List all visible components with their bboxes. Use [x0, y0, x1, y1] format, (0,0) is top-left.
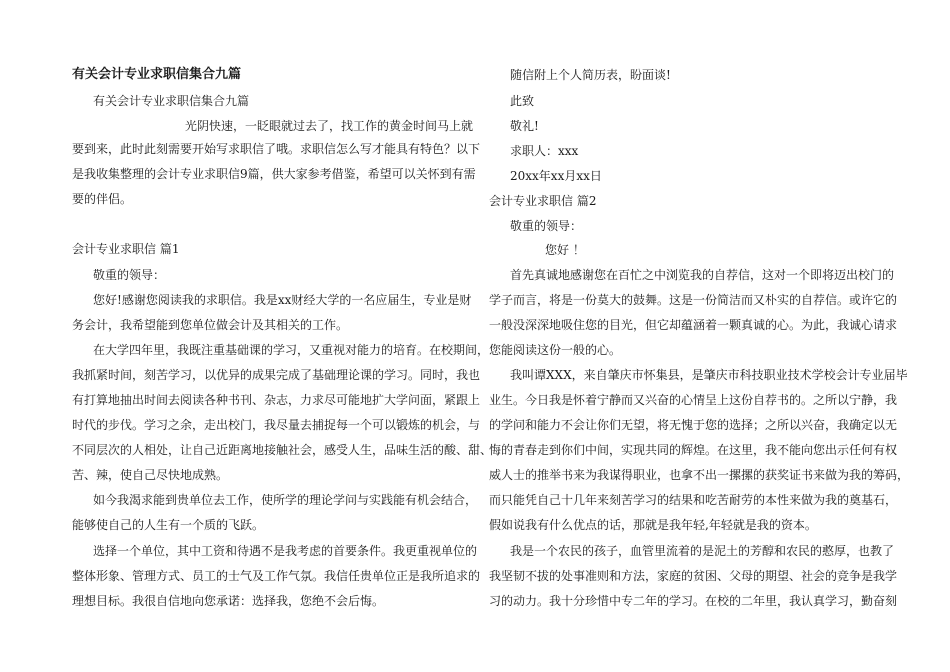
letter-line: 习的动力。我十分珍惜中专二年的学习。在校的二年里，我认真学习，勤奋刻 — [489, 594, 898, 608]
letter-signature: 求职人：xxx — [510, 144, 579, 158]
letter-line: 学子而言，将是一份莫大的鼓舞。这是一份简洁而又朴实的自荐信。或许它的 — [489, 293, 898, 307]
letter-line: 选择一个单位，其中工资和待遇不是我考虑的首要条件。我更重视单位的 — [93, 544, 478, 558]
letter-line: 如今我渴求能到贵单位去工作，使所学的理论学问与实践能有机会结合， — [93, 493, 478, 507]
letter-date: 20xx年xx月xx日 — [510, 169, 602, 183]
letter-closing: 此致 — [510, 94, 535, 108]
document-title: 有关会计专业求职信集合九篇 — [72, 67, 242, 82]
letter-line: 业生。今日我是怀着宁静而又兴奋的心情呈上这份自荐书的。之所以宁静，我 — [489, 393, 898, 407]
letter-line: 威人士的推举书来为我谋得职业，也拿不出一摞摞的获奖证书来做为我的筹码， — [489, 468, 910, 482]
letter-line: 的学问和能力不会让你们无望，将无愧于您的选择；之所以兴奋，我确定以无 — [489, 418, 898, 432]
letter-salutation: 敬重的领导： — [510, 219, 583, 233]
intro-line: 是我收集整理的会计专业求职信9篇，供大家参考借鉴，希望可以关怀到有需 — [72, 167, 476, 181]
letter-line: 苦、辣，使自己尽快地成熟。 — [72, 468, 229, 482]
letter-line: 整体形象、管理方式、员工的士气及工作气氛。我信任贵单位正是我所追求的 — [72, 569, 481, 583]
letter-salutation: 敬重的领导： — [93, 268, 166, 282]
letter-line: 首先真诚地感谢您在百忙之中浏览我的自荐信，这对一个即将迈出校门的 — [510, 268, 895, 282]
letter-line: 假如说我有什么优点的话，那就是我年轻,年轻就是我的资本。 — [489, 518, 817, 532]
letter-line: 而只能凭自己十几年来刻苦学习的结果和吃苦耐劳的本性来做为我的奠基石， — [489, 493, 898, 507]
letter-line: 能够使自己的人生有一个质的飞跃。 — [72, 518, 265, 532]
intro-line: 要到来，此时此刻需要开始写求职信了哦。求职信怎么写才能具有特色？以下 — [72, 142, 481, 156]
letter-line: 不同层次的人相处，让自己近距离地接触社会，感受人生，品味生活的酸、甜、 — [72, 443, 493, 457]
letter-closing: 敬礼! — [510, 119, 539, 133]
letter-line: 我坚韧不拔的处事准则和方法，家庭的贫困、父母的期望、社会的竞争是我学 — [489, 569, 898, 583]
letter-line: 时代的步伐。学习之余，走出校门，我尽量去捕捉每一个可以锻炼的机会，与 — [72, 418, 481, 432]
letter-line: 您好!感谢您阅读我的求职信。我是xx财经大学的一名应届生，专业是财 — [93, 293, 472, 307]
letter-line: 理想目标。我很自信地向您承诺：选择我，您绝不会后悔。 — [72, 594, 385, 608]
letter-line: 悔的青春走到你们中间，实现共同的辉煌。在这里，我不能向您出示任何有权 — [489, 443, 898, 457]
letter-closing: 随信附上个人简历表，盼面谈! — [510, 68, 671, 82]
intro-line: 要的伴侣。 — [72, 192, 133, 206]
right-column — [475, 0, 950, 672]
letter-line: 我是一个农民的孩子，血管里流着的是泥土的芳醇和农民的憨厚，也教了 — [510, 544, 895, 558]
letter-line: 我抓紧时间，刻苦学习，以优异的成果完成了基础理论课的学习。同时，我也 — [72, 368, 481, 382]
letter-line: 我叫谭XXX，来自肇庆市怀集县，是肇庆市科技职业技术学校会计专业届毕 — [510, 368, 908, 382]
letter-greeting: 您好 ！ — [545, 243, 585, 257]
letter-line: 在大学四年里，我既注重基础课的学习，又重视对能力的培育。在校期间， — [93, 343, 490, 357]
letter-heading: 会计专业求职信 篇1 — [72, 242, 180, 256]
letter-line: 您能阅读这份一般的心。 — [489, 343, 622, 357]
intro-line: 光阴快速，一眨眼就过去了，找工作的黄金时间马上就 — [185, 119, 474, 133]
letter-line: 有打算地抽出时间去阅读各种书刊、杂志，力求尽可能地扩大学问面，紧跟上 — [72, 393, 481, 407]
letter-heading: 会计专业求职信 篇2 — [489, 194, 597, 208]
letter-line: 务会计，我希望能到您单位做会计及其相关的工作。 — [72, 318, 349, 332]
document-subtitle: 有关会计专业求职信集合九篇 — [93, 94, 250, 108]
letter-line: 一般没深深地吸住您的目光，但它却蕴涵着一颗真诚的心。为此，我诚心请求 — [489, 318, 898, 332]
